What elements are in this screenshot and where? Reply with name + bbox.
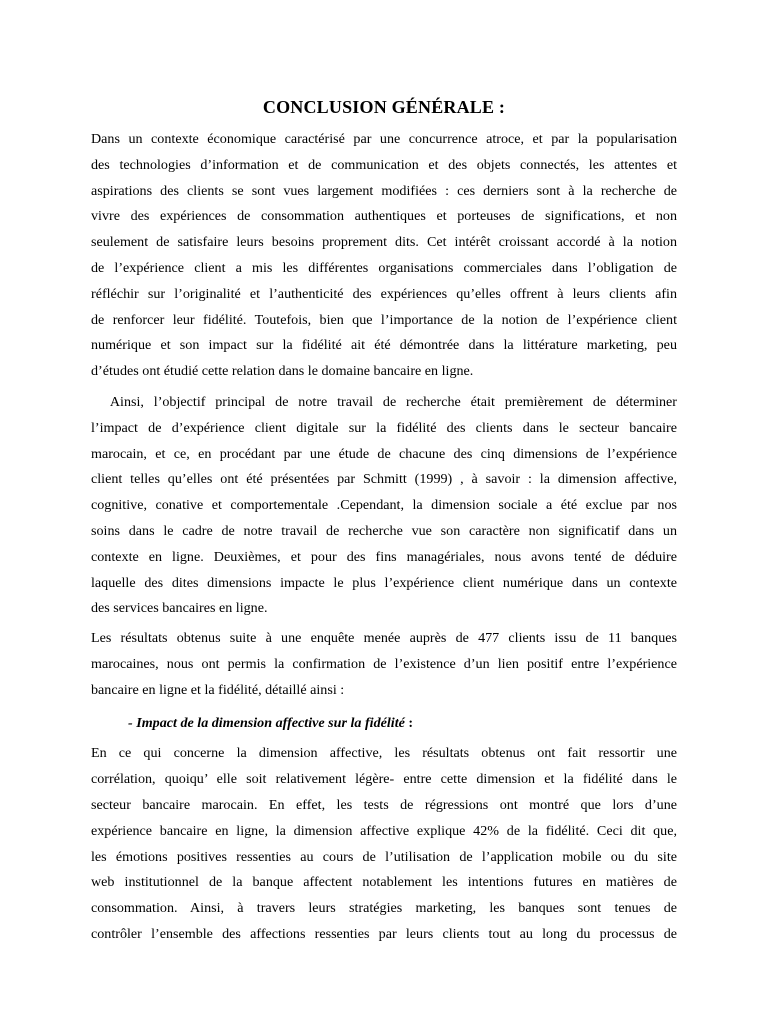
text-line: des technologies d’information et de communication et des objets connectés, les attentes et (91, 156, 677, 173)
paragraph-2 (91, 390, 677, 622)
paragraph-1 (91, 127, 677, 385)
text-line: contexte en ligne. Deuxièmes, et pour des fins managériales, nous avons tenté de déduire (91, 548, 677, 565)
text-line: soins dans le cadre de notre travail de recherche vue son caractère non significatif dans un (91, 522, 677, 539)
text-line: En ce qui concerne la dimension affective, les résultats obtenus ont fait ressortir une (91, 745, 677, 762)
text-line: bancaire en ligne et la fidélité, détaillé ainsi : (91, 681, 345, 698)
text-line: web institutionnel de la banque affectent notablement les intentions futures en matières de (91, 874, 677, 891)
subheading-suffix: : (404, 714, 414, 731)
text-line: client telles qu’elles ont été présentées par Schmitt (1999) , à savoir : la dimension affective, (91, 471, 677, 488)
document-title: CONCLUSION GÉNÉRALE : (262, 97, 506, 117)
text-line: réfléchir sur l’originalité et l’authenticité des expériences qu’elles offrent à leurs clients afin (91, 285, 677, 302)
text-line: consommation. Ainsi, à travers leurs stratégies marketing, les banques sont tenues de (91, 900, 677, 917)
text-line: expérience bancaire en ligne, la dimension affective explique 42% de la fidélité. Ceci dit que, (91, 822, 677, 839)
text-line: de l’expérience client a mis les différentes organisations commerciales dans l’obligation de (91, 259, 677, 276)
text-line: secteur bancaire marocain. En effet, les tests de régressions ont montré que lors d’une (91, 796, 677, 813)
paragraph-4 (91, 741, 677, 947)
text-line: l’impact de d’expérience client digitale sur la fidélité des clients dans le secteur bancaire (91, 419, 677, 436)
text-line: de renforcer leur fidélité. Toutefois, bien que l’importance de la notion de l’expérience client (91, 311, 677, 328)
text-line: laquelle des dites dimensions impacte le plus l’expérience client numérique dans un contexte (91, 574, 677, 591)
text-line: marocaines, nous ont permis la confirmation de l’existence d’un lien positif entre l’expérience (91, 655, 677, 672)
text-line: Ainsi, l’objectif principal de notre travail de recherche était premièrement de déterminer (91, 393, 677, 410)
paragraph-3 (91, 626, 677, 703)
text-line: contrôler l’ensemble des affections ressenties par leurs clients tout au long du processus de (91, 925, 677, 942)
section-subheading (91, 711, 677, 737)
text-line: les émotions positives ressenties au cours de l’utilisation de l’application mobile ou du site (91, 848, 677, 865)
text-line: marocain, et ce, en procédant par une étude de chacune des cinq dimensions de l’expérience (91, 445, 677, 462)
text-line: corrélation, quoiqu’ elle soit relativement légère- entre cette dimension et la fidélité dans le (91, 771, 677, 788)
text-line: seulement de satisfaire leurs besoins proprement dits. Cet intérêt croissant accordé à la notion (91, 234, 677, 251)
text-line: aspirations des clients se sont vues largement modifiées : ces derniers sont à la recherche de (91, 182, 677, 199)
text-line: vivre des expériences de consommation authentiques et porteuses de significations, et non (91, 208, 677, 225)
text-line: numérique et son impact sur la fidélité ait été démontrée dans la littérature marketing, peu (91, 337, 677, 354)
text-line: Les résultats obtenus suite à une enquête menée auprès de 477 clients issu de 11 banques (91, 630, 677, 647)
subheading-text: - Impact de la dimension affective sur la fidélité (128, 714, 405, 731)
text-line: cognitive, conative et comportementale .Cependant, la dimension sociale a été exclue par nos (91, 497, 677, 514)
text-line: des services bancaires en ligne. (91, 600, 268, 617)
text-line: Dans un contexte économique caractérisé par une concurrence atroce, et par la popularisation (91, 131, 677, 147)
text-line: d’études ont étudié cette relation dans le domaine bancaire en ligne. (91, 363, 474, 380)
